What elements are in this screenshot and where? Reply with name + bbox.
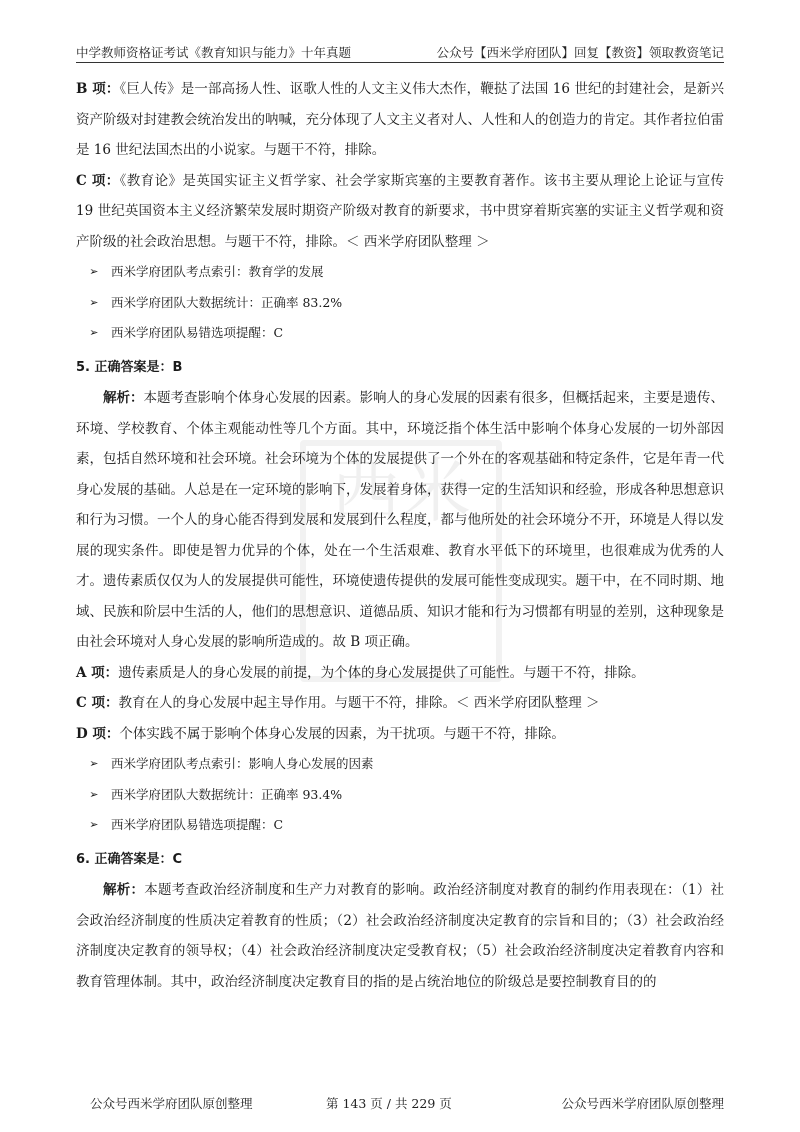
bullet-item: ➢ 西米学府团队大数据统计：正确率 93.4% [76, 780, 724, 811]
document-body [76, 74, 724, 997]
arrow-bullet-icon: ➢ [89, 295, 99, 309]
arrow-bullet-icon: ➢ [89, 757, 99, 770]
q5-analysis: 解析：本题考查影响个体身心发展的因素。影响人的身心发展的因素有很多，但概括起来，主要是遗传、环境、学校教育、个体主观能动性等几个方面。其中，环境泛指个体生活中影响个体身心发展的一切外部因素，包括自然环境和社会环境。社会环境为个体的发展提供了一个外在的客观基础和特定条件，它是年青一代身心发展的基础。人总是在一定环境的影响下，发展着身体，获得一定的生活知识和经验，形成各种思想意识和行为习惯。一个人的身心能否得到发展和发展到什么程度，都与他所处的社会环境分不开，环境是人得以发展的现实条件。即使是智力优异的个体，处在一个生活艰难、教育水平低下的环境里，也很难成为优秀的人才。遗传素质仅仅为人的发展提供可能性，环境使遗传提供的发展可能性变成现实。题干中，在不同时期、地域、民族和阶层中生活的人，他们的思想意识、道德品质、知识才能和行为习惯都有明显的差别，这种现象是由社会环境对人身心发展的影响所造成的。故 B 项正确。 [76, 390, 724, 650]
watermark-logo: 西米 [300, 440, 502, 682]
q4-option-b: B 项：《巨人传》是一部高扬人性、讴歌人性的人文主义伟大杰作，鞭挞了法国 16 世纪的封建社会，是新兴资产阶级对封建教会统治发出的呐喊，充分体现了人文主义者对人、人性和人的创造力的肯定。其作者拉伯雷是 16 世纪法国杰出的小说家。与题干不符，排除。 [76, 81, 724, 158]
bullet-item: ➢ 西米学府团队易错选项提醒：C [76, 810, 724, 841]
q5-correct-answer: 5. 正确答案是：B [76, 359, 183, 375]
page-footer [90, 1094, 724, 1114]
bullet-item: ➢ 西米学府团队大数据统计：正确率 83.2% [76, 288, 724, 319]
q5-option-a: A 项：遗传素质是人的身心发展的前提，为个体的身心发展提供了可能性。与题干不符，排除。 [76, 664, 645, 681]
footer-left: 公众号西米学府团队原创整理 [90, 1096, 253, 1111]
q5-option-c: C 项：教育在人的身心发展中起主导作用。与题干不符，排除。＜ 西米学府团队整理 ＞ [76, 695, 600, 711]
page-number: 第 143 页 / 共 229 页 [326, 1096, 452, 1111]
arrow-bullet-icon: ➢ [89, 265, 99, 278]
header-left-title: 中学教师资格证考试《教育知识与能力》十年真题 [76, 45, 352, 60]
q4-option-c: C 项：《教育论》是英国实证主义哲学家、社会学家斯宾塞的主要教育著作。该书主要从理论上论证与宣传 19 世纪英国资本主义经济繁荣发展时期资产阶级对教育的新要求，书中贯穿着斯宾塞的实证主义哲学观和资产阶级的社会政治思想。与题干不符，排除。＜ 西米学府团队整理 ＞ [76, 172, 724, 250]
footer-right: 公众号西米学府团队原创整理 [561, 1096, 724, 1111]
arrow-bullet-icon: ➢ [89, 818, 99, 831]
bullet-item: ➢ 西米学府团队易错选项提醒：C [76, 318, 724, 349]
bullet-item: ➢ 西米学府团队考点索引：影响人身心发展的因素 [76, 749, 724, 780]
header-right-notice: 公众号【西米学府团队】回复【教资】领取教资笔记 [436, 45, 724, 60]
q5-option-d: D 项：个体实践不属于影响个体身心发展的因素，为干扰项。与题干不符，排除。 [76, 725, 565, 742]
q6-correct-answer: 6. 正确答案是：C [76, 851, 183, 867]
page-header [76, 40, 724, 63]
arrow-bullet-icon: ➢ [89, 326, 99, 339]
arrow-bullet-icon: ➢ [89, 787, 99, 801]
bullet-item: ➢ 西米学府团队考点索引：教育学的发展 [76, 257, 724, 288]
q6-analysis: 解析：本题考查政治经济制度和生产力对教育的影响。政治经济制度对教育的制约作用表现在：（1）社会政治经济制度的性质决定着教育的性质；（2）社会政治经济制度决定教育的宗旨和目的；（3）社会政治经济制度决定教育的领导权；（4）社会政治经济制度决定受教育权；（5）社会政治经济制度决定着教育内容和教育管理体制。其中，政治经济制度决定教育目的指的是占统治地位的阶级总是要控制教育目的的 [76, 882, 724, 990]
